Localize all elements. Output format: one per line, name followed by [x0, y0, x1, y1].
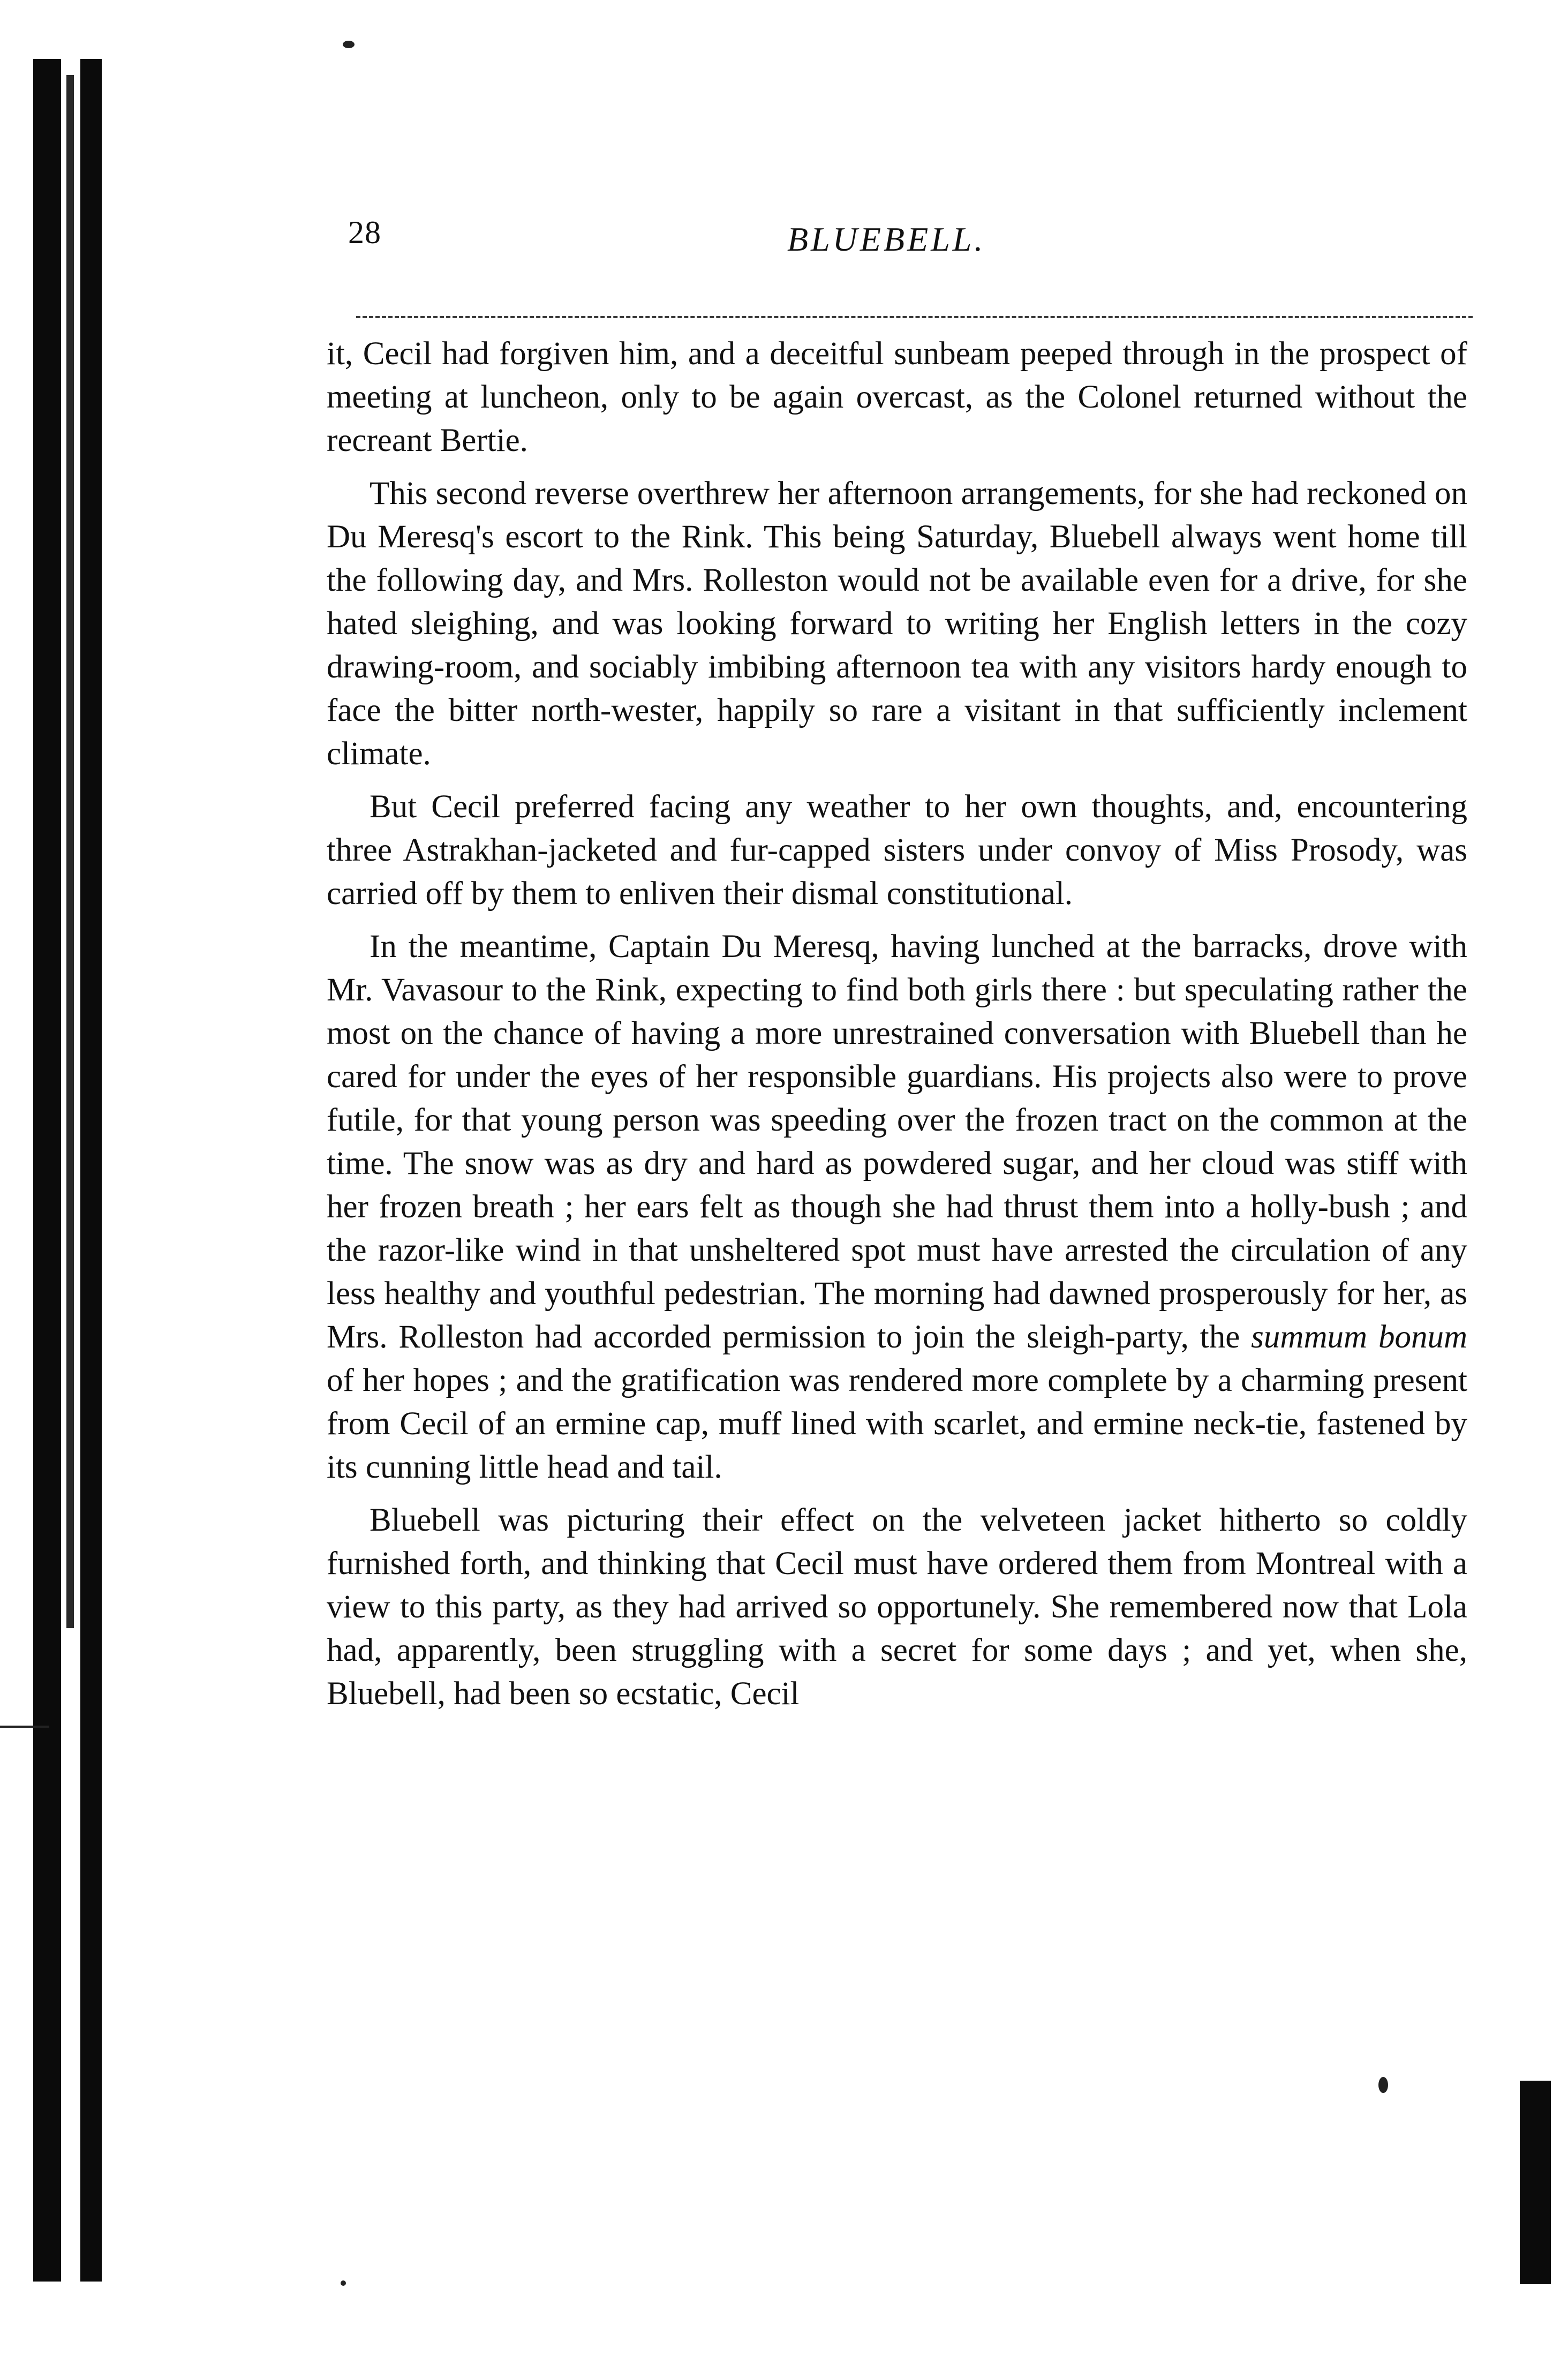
paragraph: But Cecil preferred facing any weather to her own thoughts, and, encountering three Astrakhan-jacketed and fur-capped sisters under convoy of Miss Prosody, was carried off by them to enliven their dismal constitutional.: [327, 789, 1467, 912]
body-text: [327, 332, 1467, 1715]
paragraph-text: of her hopes ; and the gratification was rendered more complete by a charming present from Cecil of an ermine cap, muff lined with scarlet, and ermine neck-tie, fastened by its cunning little head and tail.: [327, 1362, 1467, 1485]
paragraph-text: In the meantime, Captain Du Meresq, having lunched at the barracks, drove with Mr. Vavasour to the Rink, expecting to find both girls there : but speculating rather the most on the chance of having a more unrestrained conversation with Bluebell than he cared for under the eyes of her responsible guardians. His projects also were to prove futile, for that young person was speeding over the frozen tract on the common at the time. The snow was as dry and hard as powdered sugar, and her cloud was stiff with her frozen breath ; her ears felt as though she had thrust them into a holly-bush ; and the razor-like wind in that unsheltered spot must have arrested the circulation of any less healthy and youthful pedestrian. The morning had dawned prosperously for her, as Mrs. Rolleston had accorded permission to join the sleigh-party, the: [327, 929, 1467, 1355]
scan-edge-left-inner: [80, 59, 102, 2282]
paragraph: Bluebell was picturing their effect on the velveteen jacket hitherto so coldly furnished forth, and thinking that Cecil must have ordered them from Montreal with a view to this party, as they had arrived so opportunely. She remembered now that Lola had, apparently, been struggling with a secret for some days ; and yet, when she, Bluebell, had been so ecstatic, Cecil: [327, 1502, 1467, 1712]
page-number: 28: [348, 215, 381, 250]
scan-speck: [1378, 2077, 1388, 2093]
running-head: BLUEBELL.: [787, 220, 986, 258]
scan-speck: [343, 41, 355, 48]
header-rule: [356, 316, 1473, 318]
scan-speck: [341, 2280, 346, 2286]
scan-edge-right: [1520, 2081, 1551, 2284]
paragraph: [327, 925, 1467, 1489]
latin-phrase: summum bonum: [1251, 1319, 1468, 1355]
scan-edge-gap: [66, 75, 74, 1628]
paragraph: This second reverse overthrew her afternoon arrangements, for she had reckoned on Du Meresq's escort to the Rink. This being Saturday, Bluebell always went home till the following day, and Mrs. Rolleston would not be available even for a drive, for she hated sleighing, and was looking forward to writing her English letters in the cozy drawing-room, and sociably imbibing afternoon tea with any visitors hardy enough to face the bitter north-wester, happily so rare a visitant in that sufficiently inclement climate.: [327, 476, 1467, 772]
paragraph: it, Cecil had forgiven him, and a deceitful sunbeam peeped through in the prospect of meeting at luncheon, only to be again overcast, as the Colonel returned without the recreant Bertie.: [327, 336, 1467, 458]
scan-edge-left: [33, 59, 61, 2282]
margin-mark: [0, 1726, 49, 1728]
